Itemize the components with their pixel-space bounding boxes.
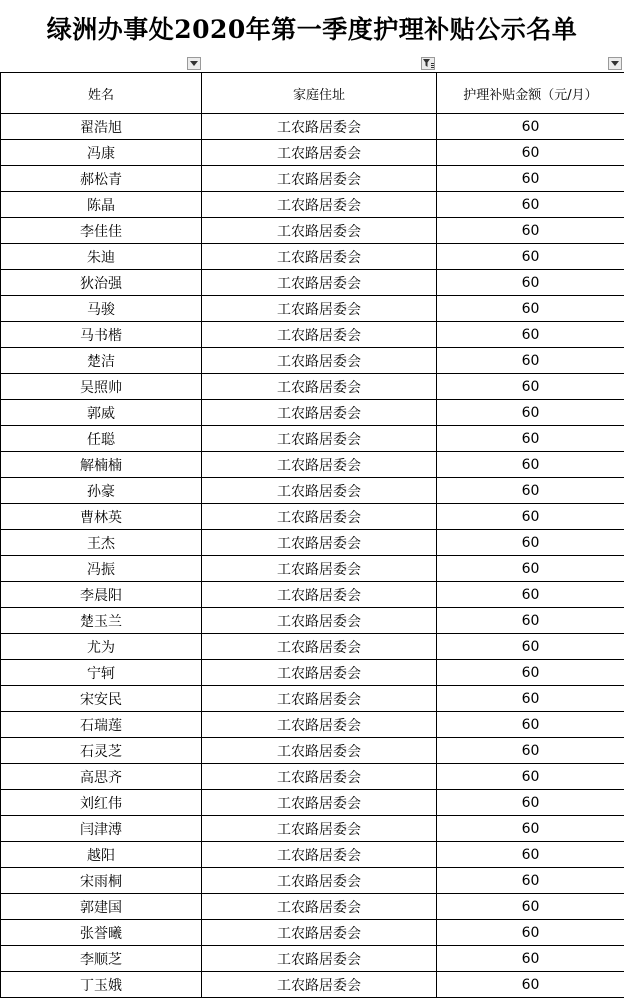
table-row [1, 426, 624, 452]
name-cell[interactable]: 刘红伟 [1, 790, 202, 816]
amount-cell[interactable]: 60 [437, 348, 624, 374]
name-cell[interactable]: 翟浩旭 [1, 114, 202, 140]
name-cell[interactable]: 马骏 [1, 296, 202, 322]
table-row [1, 972, 624, 998]
table-row [1, 140, 624, 166]
name-cell[interactable]: 李顺芝 [1, 946, 202, 972]
amount-cell[interactable]: 60 [437, 660, 624, 686]
table-row [1, 452, 624, 478]
table-row [1, 634, 624, 660]
subsidy-table [0, 72, 624, 998]
address-cell[interactable]: 工农路居委会 [202, 946, 437, 972]
table-row [1, 894, 624, 920]
table-row [1, 374, 624, 400]
table-row [1, 478, 624, 504]
address-cell[interactable]: 工农路居委会 [202, 270, 437, 296]
amount-cell[interactable]: 60 [437, 920, 624, 946]
name-cell[interactable]: 李佳佳 [1, 218, 202, 244]
amount-cell[interactable]: 60 [437, 894, 624, 920]
address-cell[interactable]: 工农路居委会 [202, 140, 437, 166]
address-cell[interactable]: 工农路居委会 [202, 504, 437, 530]
address-cell[interactable]: 工农路居委会 [202, 374, 437, 400]
amount-cell[interactable]: 60 [437, 140, 624, 166]
name-cell[interactable]: 解楠楠 [1, 452, 202, 478]
table-row [1, 322, 624, 348]
name-cell[interactable]: 宋雨桐 [1, 868, 202, 894]
amount-cell[interactable]: 60 [437, 504, 624, 530]
table-row [1, 738, 624, 764]
address-cell[interactable]: 工农路居委会 [202, 712, 437, 738]
amount-cell[interactable]: 60 [437, 322, 624, 348]
table-body [1, 114, 624, 998]
name-cell[interactable]: 石瑞莲 [1, 712, 202, 738]
autofilter-row [0, 56, 624, 72]
name-cell[interactable]: 马书楷 [1, 322, 202, 348]
name-cell[interactable]: 丁玉娥 [1, 972, 202, 998]
column-header-name[interactable]: 姓名 [1, 73, 202, 114]
table-row [1, 816, 624, 842]
table-row [1, 166, 624, 192]
address-cell[interactable]: 工农路居委会 [202, 348, 437, 374]
address-cell[interactable]: 工农路居委会 [202, 218, 437, 244]
amount-cell[interactable]: 60 [437, 166, 624, 192]
address-cell[interactable]: 工农路居委会 [202, 738, 437, 764]
amount-cell[interactable]: 60 [437, 452, 624, 478]
amount-cell[interactable]: 60 [437, 296, 624, 322]
amount-cell[interactable]: 60 [437, 582, 624, 608]
name-cell[interactable]: 冯振 [1, 556, 202, 582]
name-cell[interactable]: 石灵芝 [1, 738, 202, 764]
amount-cell[interactable]: 60 [437, 426, 624, 452]
address-cell[interactable]: 工农路居委会 [202, 868, 437, 894]
address-cell[interactable]: 工农路居委会 [202, 478, 437, 504]
address-cell[interactable]: 工农路居委会 [202, 920, 437, 946]
amount-cell[interactable]: 60 [437, 738, 624, 764]
address-cell[interactable]: 工农路居委会 [202, 686, 437, 712]
name-cell[interactable]: 吴照帅 [1, 374, 202, 400]
address-cell[interactable]: 工农路居委会 [202, 660, 437, 686]
amount-cell[interactable]: 60 [437, 400, 624, 426]
table-row [1, 192, 624, 218]
name-cell[interactable]: 冯康 [1, 140, 202, 166]
dropdown-arrow-icon [611, 61, 619, 66]
amount-cell[interactable]: 60 [437, 712, 624, 738]
name-cell[interactable]: 王杰 [1, 530, 202, 556]
name-cell[interactable]: 郭威 [1, 400, 202, 426]
name-cell[interactable]: 尤为 [1, 634, 202, 660]
amount-filter-button[interactable] [608, 57, 622, 70]
amount-cell[interactable]: 60 [437, 972, 624, 998]
table-row [1, 348, 624, 374]
address-cell[interactable]: 工农路居委会 [202, 894, 437, 920]
amount-cell[interactable]: 60 [437, 608, 624, 634]
table-row [1, 296, 624, 322]
amount-cell[interactable]: 60 [437, 530, 624, 556]
column-header-amount[interactable]: 护理补贴金额（元/月） [437, 73, 624, 114]
address-cell[interactable]: 工农路居委会 [202, 608, 437, 634]
name-cell[interactable]: 闫津溥 [1, 816, 202, 842]
address-cell[interactable]: 工农路居委会 [202, 400, 437, 426]
page-title: 绿洲办事处2020年第一季度护理补贴公示名单 [0, 0, 624, 56]
table-row [1, 608, 624, 634]
table-row [1, 114, 624, 140]
amount-cell[interactable]: 60 [437, 946, 624, 972]
name-cell[interactable]: 宋安民 [1, 686, 202, 712]
column-header-address[interactable]: 家庭住址 [202, 73, 437, 114]
table-row [1, 868, 624, 894]
address-cell[interactable]: 工农路居委会 [202, 842, 437, 868]
address-cell[interactable]: 工农路居委会 [202, 244, 437, 270]
address-cell[interactable]: 工农路居委会 [202, 322, 437, 348]
table-row [1, 790, 624, 816]
name-cell[interactable]: 朱迪 [1, 244, 202, 270]
address-cell[interactable]: 工农路居委会 [202, 582, 437, 608]
name-cell[interactable]: 孙豪 [1, 478, 202, 504]
address-cell[interactable]: 工农路居委会 [202, 530, 437, 556]
table-row [1, 530, 624, 556]
table-row [1, 218, 624, 244]
address-cell[interactable]: 工农路居委会 [202, 426, 437, 452]
amount-cell[interactable]: 60 [437, 634, 624, 660]
address-cell[interactable]: 工农路居委会 [202, 296, 437, 322]
amount-cell[interactable]: 60 [437, 270, 624, 296]
name-cell[interactable]: 郝松青 [1, 166, 202, 192]
address-cell[interactable]: 工农路居委会 [202, 634, 437, 660]
amount-cell[interactable]: 60 [437, 374, 624, 400]
name-cell[interactable]: 陈晶 [1, 192, 202, 218]
filter-active-icon [423, 59, 434, 68]
table-row [1, 842, 624, 868]
table-row [1, 556, 624, 582]
address-cell[interactable]: 工农路居委会 [202, 790, 437, 816]
table-row [1, 764, 624, 790]
amount-cell[interactable]: 60 [437, 244, 624, 270]
name-cell[interactable]: 郭建国 [1, 894, 202, 920]
address-filter-button[interactable] [421, 57, 435, 70]
name-cell[interactable]: 曹林英 [1, 504, 202, 530]
amount-cell[interactable]: 60 [437, 478, 624, 504]
address-cell[interactable]: 工农路居委会 [202, 816, 437, 842]
amount-cell[interactable]: 60 [437, 686, 624, 712]
table-row [1, 504, 624, 530]
name-cell[interactable]: 任聪 [1, 426, 202, 452]
table-row [1, 582, 624, 608]
amount-cell[interactable]: 60 [437, 192, 624, 218]
table-row [1, 400, 624, 426]
name-cell[interactable]: 越阳 [1, 842, 202, 868]
address-cell[interactable]: 工农路居委会 [202, 114, 437, 140]
address-cell[interactable]: 工农路居委会 [202, 166, 437, 192]
amount-cell[interactable]: 60 [437, 790, 624, 816]
amount-cell[interactable]: 60 [437, 842, 624, 868]
name-cell[interactable]: 楚洁 [1, 348, 202, 374]
name-cell[interactable]: 高思齐 [1, 764, 202, 790]
address-cell[interactable]: 工农路居委会 [202, 556, 437, 582]
name-cell[interactable]: 狄治强 [1, 270, 202, 296]
table-row [1, 686, 624, 712]
name-cell[interactable]: 李晨阳 [1, 582, 202, 608]
table-row [1, 660, 624, 686]
amount-cell[interactable]: 60 [437, 114, 624, 140]
name-cell[interactable]: 楚玉兰 [1, 608, 202, 634]
address-cell[interactable]: 工农路居委会 [202, 972, 437, 998]
table-row [1, 946, 624, 972]
header-row [1, 73, 624, 114]
amount-cell[interactable]: 60 [437, 868, 624, 894]
address-cell[interactable]: 工农路居委会 [202, 764, 437, 790]
address-cell[interactable]: 工农路居委会 [202, 452, 437, 478]
table-row [1, 270, 624, 296]
amount-cell[interactable]: 60 [437, 218, 624, 244]
name-filter-button[interactable] [187, 57, 201, 70]
name-cell[interactable]: 张誉曦 [1, 920, 202, 946]
table-row [1, 244, 624, 270]
address-cell[interactable]: 工农路居委会 [202, 192, 437, 218]
name-cell[interactable]: 宁轲 [1, 660, 202, 686]
amount-cell[interactable]: 60 [437, 556, 624, 582]
table-row [1, 712, 624, 738]
table-row [1, 920, 624, 946]
amount-cell[interactable]: 60 [437, 816, 624, 842]
amount-cell[interactable]: 60 [437, 764, 624, 790]
dropdown-arrow-icon [190, 61, 198, 66]
